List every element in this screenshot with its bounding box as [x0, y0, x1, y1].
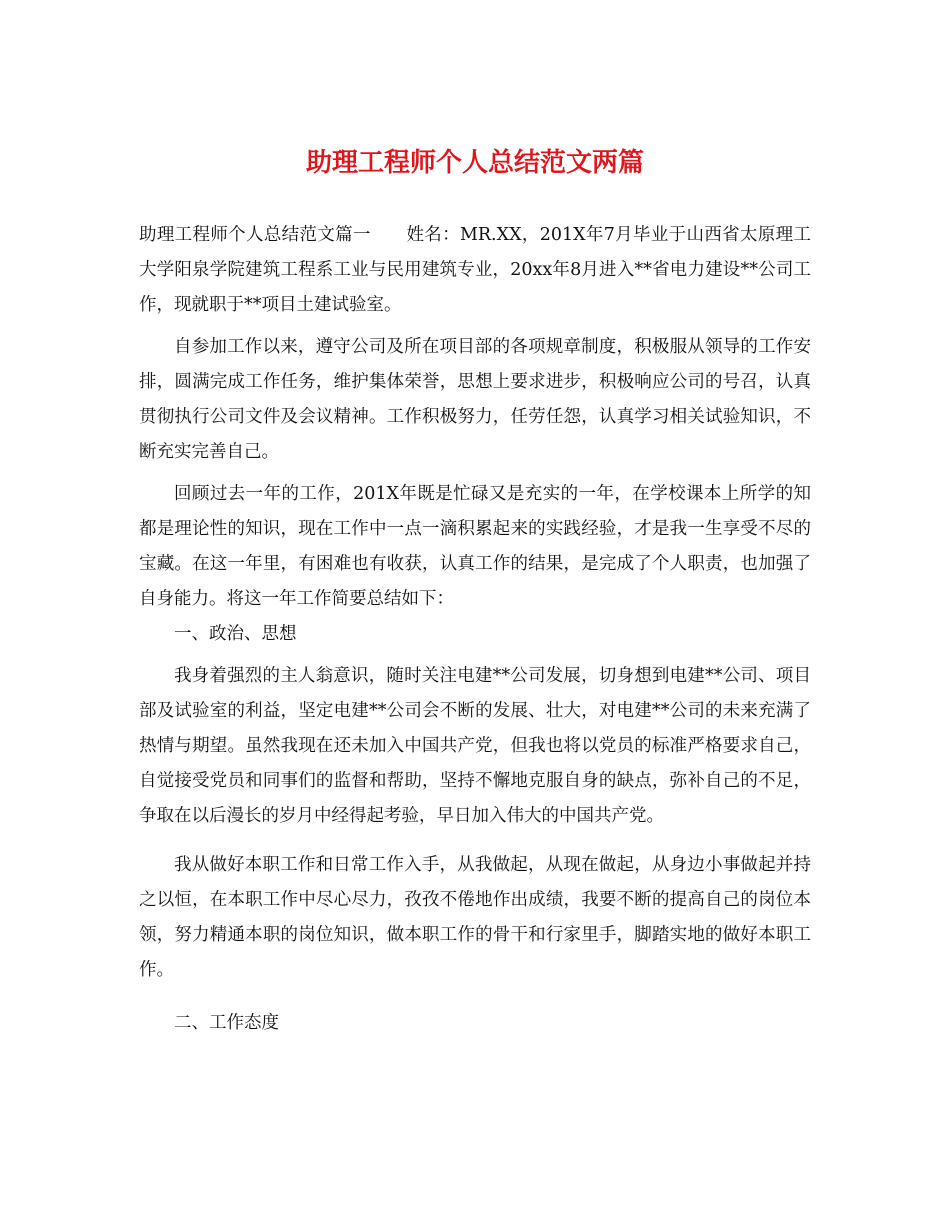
paragraph-intro: 助理工程师个人总结范文篇一 姓名：MR.XX，201X年7月毕业于山西省太原理工大学阳泉学院建筑工程系工业与民用建筑专业，20xx年8月进入**省电力建设**公司工作，现就职于**项目土建试验室。 [139, 225, 811, 315]
document-title: 助理工程师个人总结范文两篇 [305, 148, 644, 178]
section-heading-politics: 一、政治、思想 [174, 624, 297, 644]
paragraph-year-review: 回顾过去一年的工作，201X年既是忙碌又是充实的一年，在学校课本上所学的知都是理论性的知识，现在工作中一点一滴积累起来的实践经验，才是我一生享受不尽的宝藏。在这一年里，有困难也有收获，认真工作的结果，是完成了个人职责，也加强了自身能力。将这一年工作简要总结如下： [139, 484, 811, 609]
document-body [139, 218, 811, 1041]
paragraph-work-attitude-intro: 自参加工作以来，遵守公司及所在项目部的各项规章制度，积极服从领导的工作安排，圆满完成工作任务，维护集体荣誉，思想上要求进步，积极响应公司的号召，认真贯彻执行公司文件及会议精神。工作积极努力，任劳任怨，认真学习相关试验知识，不断充实完善自己。 [139, 337, 811, 462]
paragraph-daily-work: 我从做好本职工作和日常工作入手，从我做起，从现在做起，从身边小事做起并持之以恒，在本职工作中尽心尽力，孜孜不倦地作出成绩，我要不断的提高自己的岗位本领，努力精通本职的岗位知识，做本职工作的骨干和行家里手，脚踏实地的做好本职工作。 [139, 855, 811, 980]
paragraph-politics: 我身着强烈的主人翁意识，随时关注电建**公司发展，切身想到电建**公司、项目部及试验室的利益，坚定电建**公司会不断的发展、壮大，对电建**公司的未来充满了热情与期望。虽然我现在还未加入中国共产党，但我也将以党员的标准严格要求自己，自觉接受党员和同事们的监督和帮助，坚持不懈地克服自身的缺点，弥补自己的不足，争取在以后漫长的岁月中经得起考验，早日加入伟大的中国共产党。 [139, 666, 811, 826]
section-heading-attitude: 二、工作态度 [174, 1013, 279, 1033]
